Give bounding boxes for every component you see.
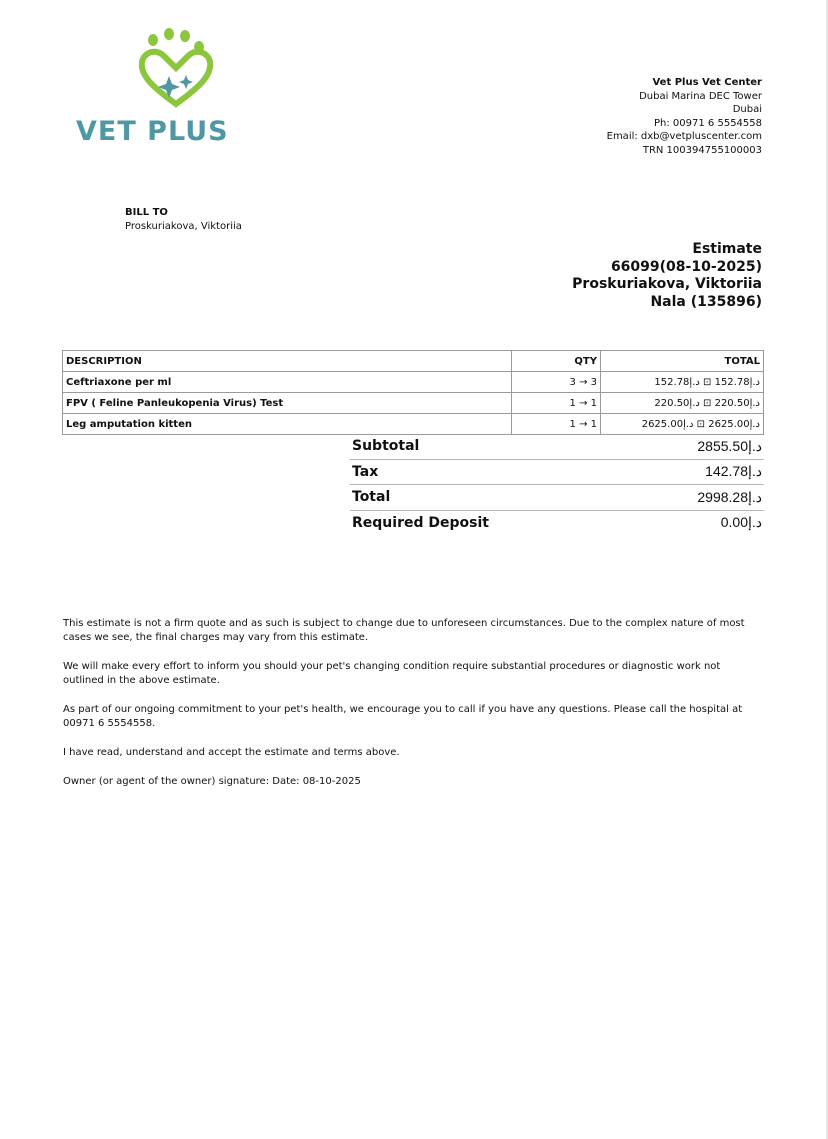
tax-row <box>350 460 764 486</box>
row-qty: 1 → 1 <box>512 414 601 435</box>
clinic-name: Vet Plus Vet Center <box>652 77 762 88</box>
estimate-client: Proskuriakova, Viktoriia <box>572 276 762 292</box>
totals-block <box>350 434 764 535</box>
header-qty: QTY <box>512 351 601 372</box>
subtotal-row <box>350 434 764 460</box>
row-qty: 1 → 1 <box>512 393 601 414</box>
deposit-row <box>350 511 764 536</box>
deposit-value: د.إ0.00 <box>720 514 762 531</box>
row-description: Ceftriaxone per ml <box>63 372 512 393</box>
row-qty: 3 → 3 <box>512 372 601 393</box>
header-description: DESCRIPTION <box>63 351 512 372</box>
terms-section <box>63 617 753 804</box>
table-row <box>63 372 764 393</box>
terms-paragraph: This estimate is not a firm quote and as such is subject to change due to unforeseen circumstances. Due to the complex nature of most cases we see, the final charges may vary from this estimate. <box>63 618 745 643</box>
bill-to-name: Proskuriakova, Viktoriia <box>125 221 242 232</box>
bill-to-label: BILL TO <box>125 207 168 218</box>
vet-plus-logo <box>76 28 276 148</box>
estimate-title: Estimate <box>692 241 762 257</box>
row-total: د.إ152.78 ⊡ د.إ152.78 <box>601 372 764 393</box>
clinic-phone: Ph: 00971 6 5554558 <box>654 117 762 129</box>
bill-to <box>125 206 242 234</box>
clinic-info <box>607 76 762 157</box>
terms-paragraph: As part of our ongoing commitment to your pet's health, we encourage you to call if you have any questions. Please call the hospital at 00971 6 5554558. <box>63 704 743 729</box>
estimate-header <box>572 241 762 311</box>
tax-label: Tax <box>352 463 379 480</box>
subtotal-label: Subtotal <box>352 438 420 455</box>
table-row <box>63 393 764 414</box>
clinic-email: Email: dxb@vetpluscenter.com <box>606 131 762 142</box>
signature-line: Owner (or agent of the owner) signature: Date: 08-10-2025 <box>63 776 361 787</box>
row-total: د.إ220.50 ⊡ د.إ220.50 <box>601 393 764 414</box>
clinic-trn: TRN 100394755100003 <box>642 144 762 156</box>
row-description: FPV ( Feline Panleukopenia Virus) Test <box>63 393 512 414</box>
logo-wordmark: VET PLUS <box>76 116 229 147</box>
table-row <box>63 414 764 435</box>
paw-heart-icon <box>136 28 216 110</box>
estimate-patient: Nala (135896) <box>650 293 762 310</box>
row-total: د.إ2625.00 ⊡ د.إ2625.00 <box>601 414 764 435</box>
terms-paragraph: We will make every effort to inform you should your pet's changing condition require substantial procedures or diagnostic work not outlined in the above estimate. <box>63 661 721 686</box>
clinic-address-1: Dubai Marina DEC Tower <box>639 90 762 102</box>
header-total: TOTAL <box>601 351 764 372</box>
row-description: Leg amputation kitten <box>63 414 512 435</box>
clinic-address-2: Dubai <box>732 104 762 115</box>
items-table <box>62 350 764 435</box>
deposit-label: Required Deposit <box>352 514 489 531</box>
total-label: Total <box>352 489 391 506</box>
estimate-number: 66099(08-10-2025) <box>610 258 762 275</box>
total-row <box>350 485 764 511</box>
total-value: د.إ2998.28 <box>697 488 762 505</box>
table-header-row <box>63 351 764 372</box>
terms-paragraph: I have read, understand and accept the estimate and terms above. <box>63 747 400 758</box>
tax-value: د.إ142.78 <box>705 463 762 480</box>
subtotal-value: د.إ2855.50 <box>697 437 762 454</box>
